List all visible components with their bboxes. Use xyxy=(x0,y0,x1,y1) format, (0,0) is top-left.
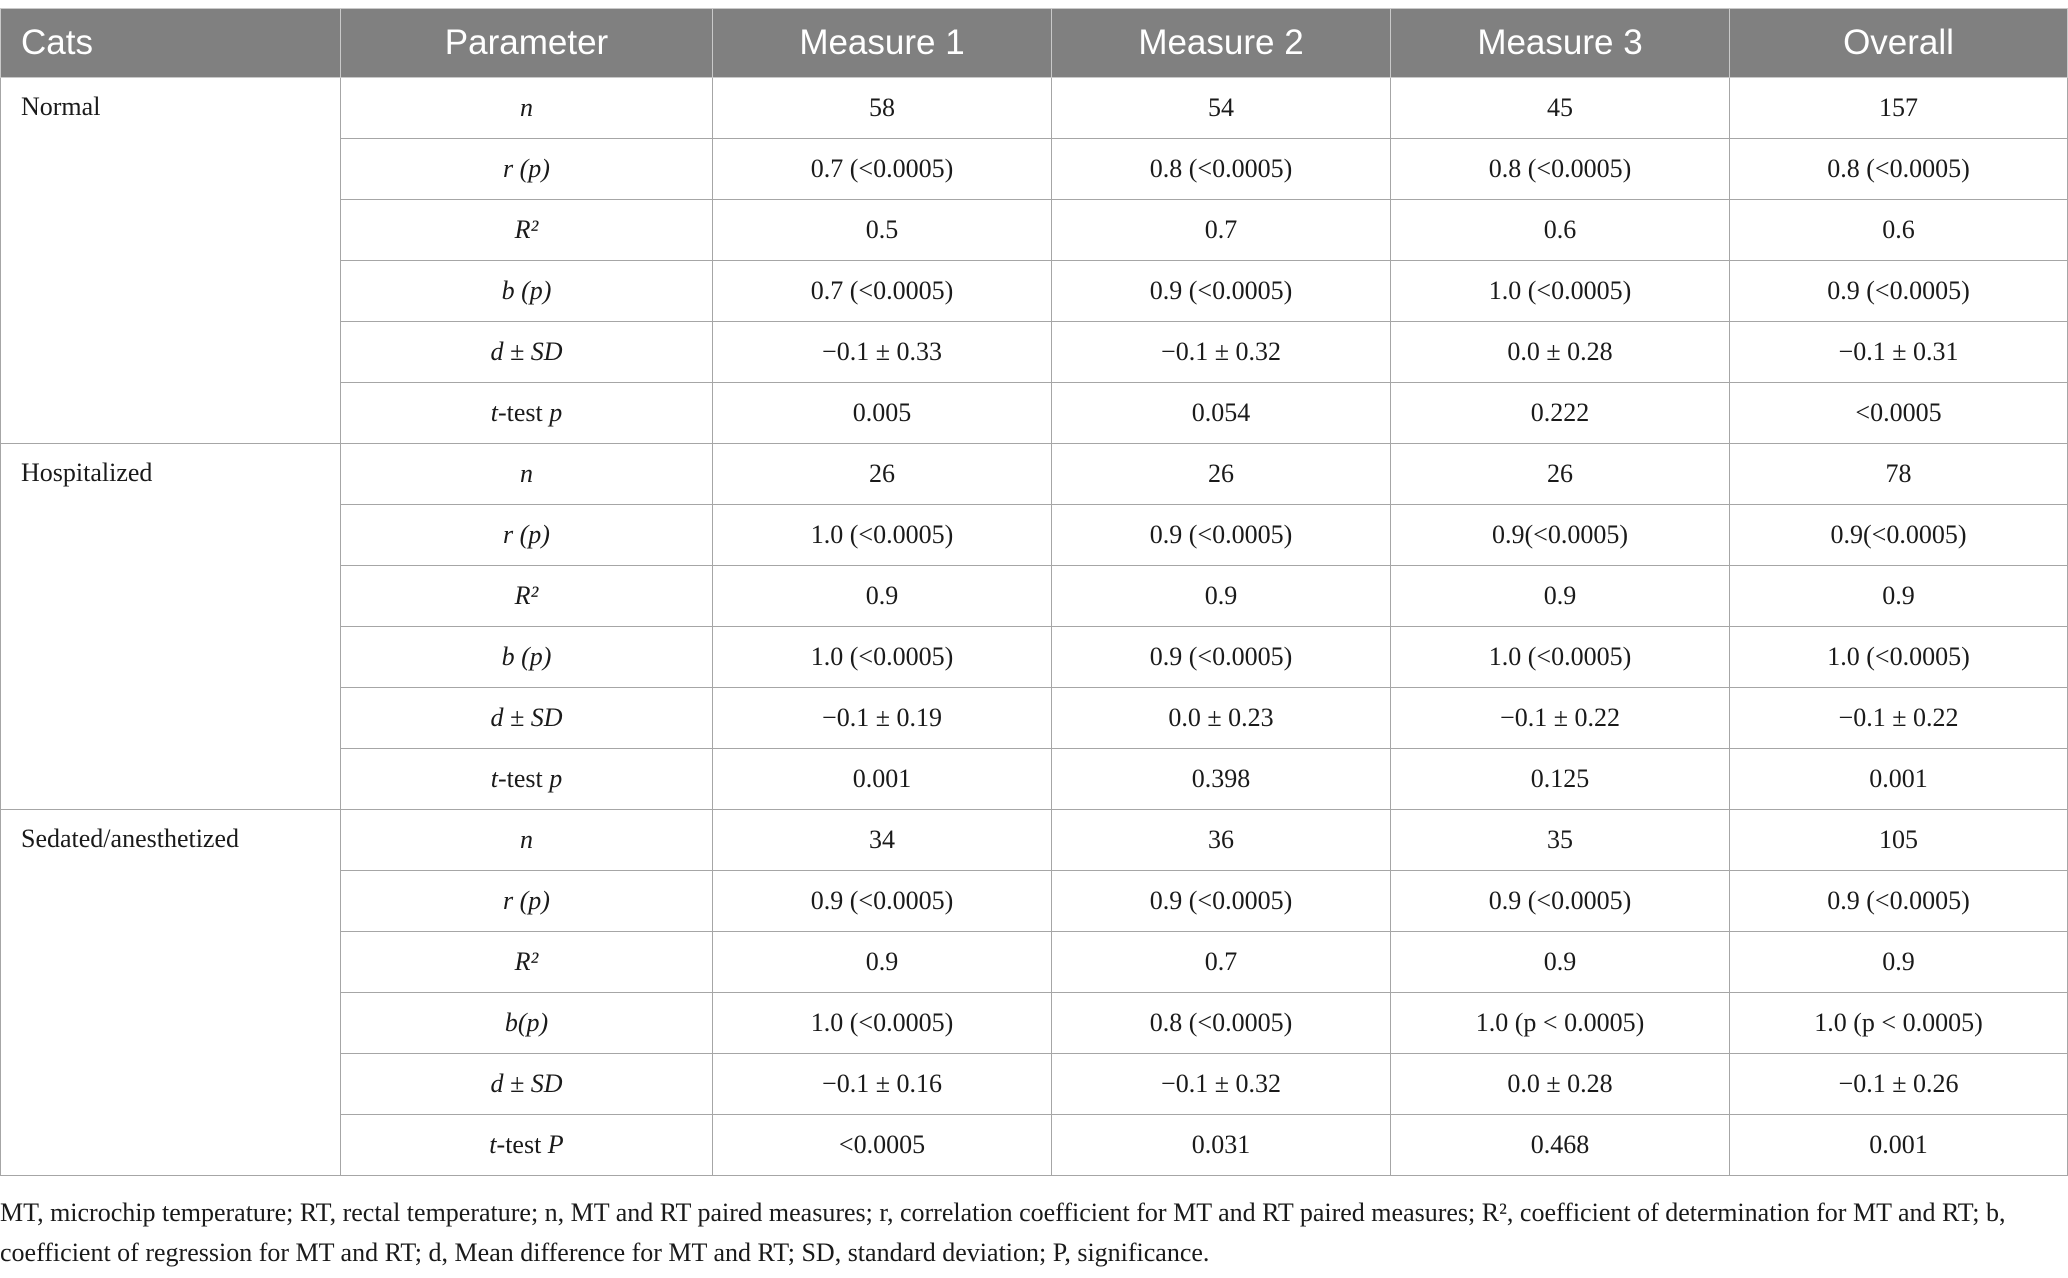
header-measure-1: Measure 1 xyxy=(713,9,1052,78)
parameter-label: n xyxy=(520,825,533,854)
parameter-cell xyxy=(341,322,713,383)
parameter-cell xyxy=(341,810,713,871)
value-cell: 0.6 xyxy=(1391,200,1730,261)
header-cats: Cats xyxy=(1,9,341,78)
parameter-label: d ± SD xyxy=(490,337,563,366)
parameter-cell xyxy=(341,871,713,932)
value-cell: 36 xyxy=(1052,810,1391,871)
value-cell: 1.0 (<0.0005) xyxy=(1391,261,1730,322)
parameter-label-text: -test xyxy=(496,1130,548,1159)
value-cell: 0.9 (<0.0005) xyxy=(1391,871,1730,932)
value-cell: 0.8 (<0.0005) xyxy=(1052,993,1391,1054)
parameter-label-tail: p xyxy=(549,398,563,427)
parameter-cell xyxy=(341,383,713,444)
value-cell: 1.0 (<0.0005) xyxy=(713,505,1052,566)
parameter-label: r (p) xyxy=(503,520,550,549)
value-cell: 45 xyxy=(1391,78,1730,139)
value-cell: <0.0005 xyxy=(713,1115,1052,1176)
value-cell: −0.1 ± 0.31 xyxy=(1730,322,2068,383)
parameter-cell xyxy=(341,1054,713,1115)
value-cell: 26 xyxy=(1391,444,1730,505)
value-cell: 0.9 xyxy=(713,932,1052,993)
value-cell: 0.125 xyxy=(1391,749,1730,810)
value-cell: 0.9 (<0.0005) xyxy=(1052,871,1391,932)
value-cell: <0.0005 xyxy=(1730,383,2068,444)
parameter-cell xyxy=(341,627,713,688)
value-cell: −0.1 ± 0.32 xyxy=(1052,1054,1391,1115)
header-measure-3: Measure 3 xyxy=(1391,9,1730,78)
value-cell: 0.9 xyxy=(1730,932,2068,993)
value-cell: 0.001 xyxy=(713,749,1052,810)
value-cell: 0.468 xyxy=(1391,1115,1730,1176)
value-cell: 0.0 ± 0.28 xyxy=(1391,322,1730,383)
value-cell: 0.0 ± 0.28 xyxy=(1391,1054,1730,1115)
value-cell: 0.6 xyxy=(1730,200,2068,261)
value-cell: 58 xyxy=(713,78,1052,139)
parameter-label: r (p) xyxy=(503,154,550,183)
parameter-label: b (p) xyxy=(501,642,552,671)
parameter-label: r (p) xyxy=(503,886,550,915)
parameter-cell xyxy=(341,444,713,505)
value-cell: 0.9(<0.0005) xyxy=(1730,505,2068,566)
value-cell: 0.7 (<0.0005) xyxy=(713,139,1052,200)
parameter-cell xyxy=(341,1115,713,1176)
parameter-label-tail: P xyxy=(547,1130,564,1159)
value-cell: 0.9(<0.0005) xyxy=(1391,505,1730,566)
value-cell: 1.0 (<0.0005) xyxy=(713,993,1052,1054)
value-cell: 0.5 xyxy=(713,200,1052,261)
value-cell: 0.9 (<0.0005) xyxy=(1052,505,1391,566)
parameter-label: R² xyxy=(514,215,539,244)
parameter-label-text: -test xyxy=(497,764,550,793)
group-label: Sedated/anesthetized xyxy=(1,810,341,1176)
value-cell: 0.9 xyxy=(1391,932,1730,993)
results-table xyxy=(0,8,2068,1176)
parameter-cell xyxy=(341,566,713,627)
parameter-cell xyxy=(341,932,713,993)
parameter-cell xyxy=(341,993,713,1054)
value-cell: −0.1 ± 0.19 xyxy=(713,688,1052,749)
value-cell: 35 xyxy=(1391,810,1730,871)
value-cell: 0.398 xyxy=(1052,749,1391,810)
value-cell: 0.7 xyxy=(1052,932,1391,993)
parameter-label-italic: t xyxy=(489,1130,497,1159)
value-cell: 105 xyxy=(1730,810,2068,871)
header-row xyxy=(1,9,2068,78)
parameter-label: R² xyxy=(514,581,539,610)
value-cell: 0.222 xyxy=(1391,383,1730,444)
value-cell: 1.0 (<0.0005) xyxy=(1730,627,2068,688)
value-cell: 0.031 xyxy=(1052,1115,1391,1176)
value-cell: 0.9 xyxy=(1730,566,2068,627)
value-cell: −0.1 ± 0.32 xyxy=(1052,322,1391,383)
value-cell: 0.9 (<0.0005) xyxy=(1052,261,1391,322)
parameter-label: n xyxy=(520,93,533,122)
parameter-cell xyxy=(341,688,713,749)
table-row xyxy=(1,810,2068,871)
parameter-cell xyxy=(341,261,713,322)
parameter-cell xyxy=(341,78,713,139)
group-label: Hospitalized xyxy=(1,444,341,810)
value-cell: 78 xyxy=(1730,444,2068,505)
value-cell: 1.0 (p < 0.0005) xyxy=(1730,993,2068,1054)
parameter-label: b(p) xyxy=(504,1008,549,1037)
value-cell: 0.9 (<0.0005) xyxy=(713,871,1052,932)
parameter-cell xyxy=(341,749,713,810)
parameter-label-italic: t xyxy=(490,398,498,427)
value-cell: 157 xyxy=(1730,78,2068,139)
table-body xyxy=(1,78,2068,1176)
value-cell: 1.0 (<0.0005) xyxy=(713,627,1052,688)
value-cell: −0.1 ± 0.33 xyxy=(713,322,1052,383)
value-cell: 0.9 xyxy=(1052,566,1391,627)
value-cell: 0.8 (<0.0005) xyxy=(1730,139,2068,200)
table-row xyxy=(1,78,2068,139)
value-cell: 0.9 (<0.0005) xyxy=(1730,261,2068,322)
table-footnote: MT, microchip temperature; RT, rectal temperature; n, MT and RT paired measures; r, correlation coefficient for MT and RT paired measures; R², coefficient of determination for MT and RT; b, coefficient of regression for MT and RT; d, Mean difference for MT and RT; SD, standard deviation; P, significance. xyxy=(0,1198,2006,1267)
value-cell: 26 xyxy=(1052,444,1391,505)
parameter-cell xyxy=(341,200,713,261)
table-row xyxy=(1,444,2068,505)
header-measure-2: Measure 2 xyxy=(1052,9,1391,78)
parameter-label: d ± SD xyxy=(490,703,563,732)
value-cell: 0.9 (<0.0005) xyxy=(1730,871,2068,932)
value-cell: 0.001 xyxy=(1730,749,2068,810)
value-cell: 1.0 (<0.0005) xyxy=(1391,627,1730,688)
header-overall: Overall xyxy=(1730,9,2068,78)
value-cell: 34 xyxy=(713,810,1052,871)
value-cell: 26 xyxy=(713,444,1052,505)
value-cell: 1.0 (p < 0.0005) xyxy=(1391,993,1730,1054)
parameter-label: R² xyxy=(514,947,539,976)
parameter-label-text: -test xyxy=(497,398,550,427)
value-cell: −0.1 ± 0.22 xyxy=(1730,688,2068,749)
value-cell: 0.054 xyxy=(1052,383,1391,444)
value-cell: 0.7 xyxy=(1052,200,1391,261)
value-cell: 0.9 xyxy=(1391,566,1730,627)
parameter-label: b (p) xyxy=(501,276,552,305)
value-cell: 0.8 (<0.0005) xyxy=(1391,139,1730,200)
value-cell: 0.0 ± 0.23 xyxy=(1052,688,1391,749)
value-cell: 0.001 xyxy=(1730,1115,2068,1176)
group-label: Normal xyxy=(1,78,341,444)
value-cell: 0.9 (<0.0005) xyxy=(1052,627,1391,688)
value-cell: −0.1 ± 0.26 xyxy=(1730,1054,2068,1115)
parameter-label: d ± SD xyxy=(490,1069,563,1098)
parameter-cell xyxy=(341,139,713,200)
parameter-label-italic: t xyxy=(490,764,498,793)
value-cell: 0.005 xyxy=(713,383,1052,444)
parameter-label-tail: p xyxy=(549,764,563,793)
parameter-label: n xyxy=(520,459,533,488)
value-cell: −0.1 ± 0.22 xyxy=(1391,688,1730,749)
value-cell: −0.1 ± 0.16 xyxy=(713,1054,1052,1115)
value-cell: 0.9 xyxy=(713,566,1052,627)
value-cell: 0.8 (<0.0005) xyxy=(1052,139,1391,200)
value-cell: 54 xyxy=(1052,78,1391,139)
header-parameter: Parameter xyxy=(341,9,713,78)
value-cell: 0.7 (<0.0005) xyxy=(713,261,1052,322)
parameter-cell xyxy=(341,505,713,566)
